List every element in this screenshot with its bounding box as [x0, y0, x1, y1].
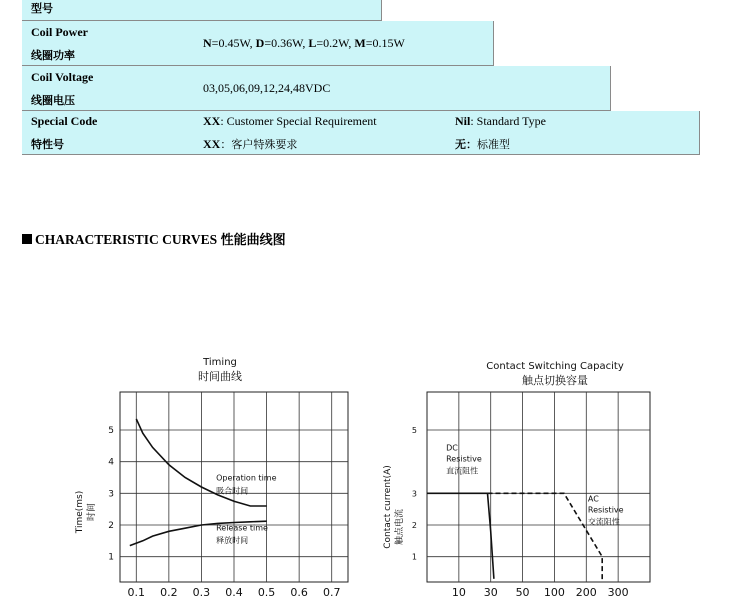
y-tick-label: 5 — [108, 426, 114, 436]
model-row-bg — [22, 0, 382, 20]
coil-power-label: Coil Power — [31, 25, 88, 39]
dc-resistive-label: Resistive — [446, 454, 482, 464]
y-axis-label: Contact current(A) — [383, 465, 393, 549]
ac-label: AC — [587, 494, 599, 504]
special-code-right-border — [699, 111, 700, 155]
y-tick-label: 1 — [411, 552, 417, 562]
x-tick-label: 200 — [575, 586, 597, 599]
model-label-cn: 型号 — [31, 2, 53, 15]
coil-power-code-d: D — [255, 36, 265, 50]
coil-power-text-l: =0.2W, — [316, 36, 355, 50]
special-code-nil-cn — [455, 136, 510, 152]
timing-title-en: Timing — [203, 357, 237, 368]
coil-power-value — [203, 36, 405, 51]
x-tick-label: 0.6 — [290, 586, 308, 599]
capacity-chart — [375, 380, 675, 610]
coil-power-text-m: =0.15W — [365, 36, 405, 50]
x-tick-label: 0.3 — [192, 586, 211, 599]
y-tick-label: 1 — [108, 552, 114, 563]
y-tick-label: 4 — [108, 457, 114, 468]
x-tick-label: 0.1 — [127, 586, 146, 599]
special-code-nil-desc: : Standard Type — [470, 114, 546, 128]
x-tick-label: 30 — [483, 586, 498, 599]
special-code-xx-desc: : Customer Special Requirement — [220, 114, 377, 128]
x-tick-label: 0.4 — [225, 586, 243, 599]
ac-resistive-label: Resistive — [587, 505, 624, 515]
section-title: CHARACTERISTIC CURVES — [35, 232, 218, 247]
coil-power-text-d: =0.36W, — [264, 36, 309, 50]
plot-frame — [427, 392, 650, 582]
x-tick-label: 0.5 — [257, 586, 276, 599]
coil-voltage-label-cn: 线圈电压 — [31, 94, 75, 107]
model-row-right-border — [381, 0, 382, 20]
section-title-cn: 性能曲线图 — [220, 233, 286, 248]
operation-time-label: Operation time — [216, 473, 277, 483]
x-tick-label: 50 — [515, 586, 530, 599]
coil-power-code-m: M — [354, 36, 366, 50]
y-axis-label-cn: 触点电流 — [395, 508, 405, 546]
dc-resistive-label-cn: 直流阻性 — [446, 466, 479, 476]
operation-time-label-cn: 吸合时间 — [216, 486, 249, 496]
y-axis-label-cn: 时间 — [87, 502, 97, 522]
special-code-label: Special Code — [31, 114, 98, 128]
timing-chart — [70, 380, 370, 610]
y-tick-label: 3 — [411, 489, 417, 499]
special-code-xx-code-cn-row: XX — [203, 137, 221, 151]
x-tick-label: 10 — [451, 586, 466, 599]
y-tick-label: 3 — [108, 489, 114, 500]
coil-power-text-n: =0.45W, — [211, 36, 256, 50]
special-code-xx-code: XX — [203, 114, 221, 128]
coil-voltage-label: Coil Voltage — [31, 70, 94, 84]
x-tick-label: 0.7 — [322, 586, 341, 599]
special-code-nil-code-cn: 无： — [455, 138, 477, 151]
capacity-title-cn: 触点切换容量 — [522, 374, 588, 387]
black-square-icon — [22, 234, 32, 244]
dc-label: DC — [446, 443, 458, 453]
special-code-bottom-border — [22, 154, 700, 155]
x-tick-label: 0.2 — [160, 586, 178, 599]
special-code-nil-desc-cn: 标准型 — [477, 138, 510, 151]
special-code-xx-en — [203, 114, 377, 129]
x-tick-label: 100 — [543, 586, 565, 599]
y-tick-label: 2 — [411, 521, 417, 530]
y-axis-label: Time(ms) — [75, 490, 85, 534]
y-tick-label: 5 — [411, 426, 417, 435]
coil-power-code-n: N — [203, 36, 212, 50]
y-tick-label: 2 — [108, 521, 114, 531]
series-line-dc-resistive — [427, 493, 494, 579]
release-time-label: Release time — [216, 523, 268, 533]
timing-title-cn: 时间曲线 — [198, 370, 242, 383]
special-code-label-cn: 特性号 — [31, 138, 64, 151]
coil-power-right-border — [493, 21, 494, 66]
ac-resistive-label-cn: 交流阻性 — [587, 517, 620, 527]
release-time-label-cn: 释放时间 — [216, 536, 249, 546]
special-code-xx-cn — [203, 136, 297, 152]
coil-voltage-right-border — [610, 66, 611, 111]
special-code-nil-code: Nil — [455, 114, 471, 128]
series-line-ac-resistive — [488, 493, 603, 582]
section-heading — [22, 229, 286, 248]
coil-power-code-l: L — [308, 36, 317, 50]
coil-power-label-cn: 线圈功率 — [31, 49, 75, 62]
special-code-xx-desc-cn: ：客户特殊要求 — [220, 138, 298, 151]
x-tick-label: 300 — [607, 586, 629, 599]
special-code-nil-en — [455, 114, 546, 129]
capacity-title-en: Contact Switching Capacity — [486, 361, 624, 372]
coil-voltage-value: 03,05,06,09,12,24,48VDC — [203, 81, 331, 95]
